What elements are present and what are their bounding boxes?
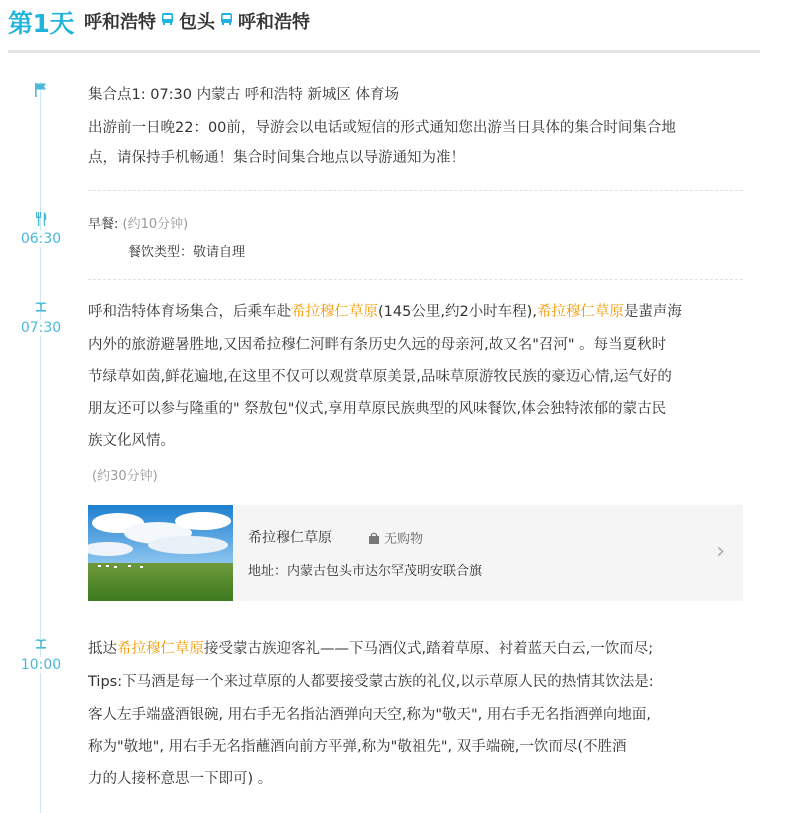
- header-divider: [8, 50, 760, 53]
- notice-line: 点，请保持手机畅通！集合时间集合地点以导游通知为准！: [88, 150, 465, 166]
- attraction-card[interactable]: [88, 505, 743, 601]
- fork-knife-icon: [28, 211, 54, 231]
- itinerary-line: Tips:下马酒是每一个来过草原的人都要接受蒙古族的礼仪,以示草原人民的热情其饮法是:: [88, 674, 654, 690]
- flag-icon: [28, 82, 54, 102]
- shopping-label: 无购物: [384, 532, 424, 547]
- duration: (约10分钟): [122, 217, 189, 232]
- bus-icon: [220, 12, 233, 30]
- itinerary-line: 节绿草如茵,鲜花遍地,在这里不仅可以观赏草原美景,品味草原游牧民族的豪迈心情,运气好的: [88, 369, 672, 385]
- itinerary-line: 朋友还可以参与隆重的" 祭敖包"仪式,享用草原民族典型的风味餐饮,体会独特浓郁的蒙古民: [88, 401, 667, 417]
- notice-line: 出游前一日晚22：00前，导游会以电话或短信的形式通知您出游当日具体的集合时间集合地: [88, 120, 676, 136]
- day-label: 第1天: [8, 9, 74, 38]
- itinerary-line: 族文化风情。: [88, 433, 175, 449]
- route: [84, 8, 310, 34]
- itinerary-line: 力的人接杯意思一下即可) 。: [88, 771, 273, 787]
- timeline-line: [40, 82, 41, 813]
- attraction-link[interactable]: 希拉穆仁草原: [117, 641, 204, 657]
- attraction-address: 地址：内蒙古包头市达尔罕茂明安联合旗: [248, 564, 483, 579]
- attraction-link[interactable]: 希拉穆仁草原: [291, 304, 378, 320]
- itinerary-paragraph: [88, 635, 748, 663]
- text-segment: (145公里,约2小时车程),: [378, 304, 537, 320]
- itinerary-line: 称为"敬地", 用右手无名指蘸酒向前方平弹,称为"敬祖先", 双手端碗,一饮而尽(不胜酒: [88, 739, 627, 755]
- time-label: 07:30: [16, 320, 66, 336]
- route-stop: 呼和浩特: [84, 12, 156, 33]
- bag-icon: [368, 532, 380, 549]
- itinerary-line: 客人左手端盛酒银碗, 用右手无名指沾酒弹向天空,称为"敬天", 用右手无名指酒弹向地面,: [88, 707, 651, 723]
- meal-label: 早餐:: [88, 217, 119, 232]
- divider: [88, 190, 743, 191]
- route-stop: 包头: [179, 12, 215, 33]
- meal-type: 餐饮类型：敬请自理: [128, 245, 246, 260]
- chevron-right-icon[interactable]: ›: [716, 539, 725, 564]
- text-segment: 抵达: [88, 641, 117, 657]
- route-stop: 呼和浩特: [238, 12, 310, 33]
- palm-tree-icon: [28, 300, 54, 318]
- time-label: 06:30: [16, 231, 66, 247]
- palm-tree-icon: [28, 637, 54, 655]
- grassland-photo: [88, 505, 233, 601]
- text-segment: 是蜚声海: [623, 304, 682, 320]
- text-segment: 接受蒙古族迎客礼——下马酒仪式,踏着草原、衬着蓝天白云,一饮而尽;: [204, 641, 654, 657]
- meeting-point: 集合点1: 07:30 内蒙古 呼和浩特 新城区 体育场: [88, 87, 399, 103]
- itinerary-line: 内外的旅游避暑胜地,又因希拉穆仁河畔有条历史久远的母亲河,故又名"召河" 。每当夏秋时: [88, 337, 667, 353]
- attraction-link[interactable]: 希拉穆仁草原: [536, 304, 624, 320]
- time-label: 10:00: [16, 657, 66, 673]
- itinerary-paragraph: [88, 298, 748, 326]
- shopping-info: [368, 528, 423, 549]
- attraction-name: 希拉穆仁草原: [248, 530, 332, 546]
- meal-title: [88, 213, 188, 232]
- text-segment: 呼和浩特体育场集合，后乘车赴: [88, 304, 291, 320]
- duration: (约30分钟): [92, 469, 158, 484]
- divider: [88, 279, 743, 280]
- day-header: [0, 0, 760, 50]
- bus-icon: [161, 12, 174, 30]
